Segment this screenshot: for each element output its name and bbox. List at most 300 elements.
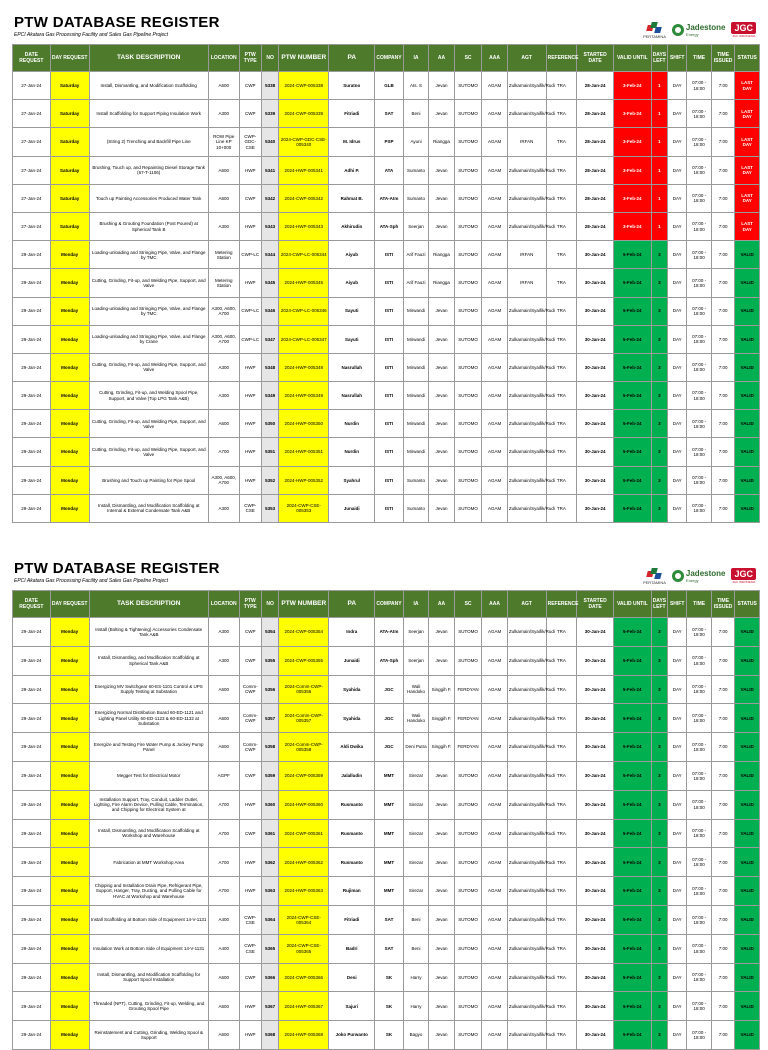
cell-ptw-type: CWP — [239, 184, 261, 212]
cell-ptw-type: CWP-LC — [239, 241, 261, 269]
cell-sc: SUTOMO — [454, 100, 482, 128]
cell-location: ROW Pipe Line KP 10+000 — [208, 128, 239, 156]
cell-company: SK — [375, 963, 404, 992]
cell-pa: Aldi Dwika — [329, 733, 375, 762]
cell-location: A300, A600, A700 — [208, 466, 239, 494]
cell-days-left: 3 — [651, 934, 667, 963]
cell-sc: SUTOMO — [454, 184, 482, 212]
cell-ptw-number: 2024-HWP-005343 — [279, 212, 329, 240]
cell-agt: Zulkarnain/Syaifik/Rudi — [507, 618, 546, 647]
cell-days-left: 1 — [651, 72, 667, 100]
cell-aa: Riangga — [429, 241, 455, 269]
cell-time-issued: 7:00 — [711, 848, 734, 877]
cell-location: A600 — [208, 1021, 239, 1050]
cell-shift: DAY — [668, 819, 687, 848]
cell-agt: Zulkarnain/Syaifik/Rudi — [507, 761, 546, 790]
cell-agt: Zulkarnain/Syaifik/Rudi — [507, 410, 546, 438]
cell-day-request: Monday — [50, 675, 89, 704]
cell-agt: Zulkarnain/Syaifik/Rudi — [507, 353, 546, 381]
table-row — [13, 790, 760, 819]
cell-time: 07:00 - 18:00 — [687, 704, 711, 733]
cell-agt: Zulkarnain/Syaifik/Rudi — [507, 790, 546, 819]
jgc-logo-text: JGC — [731, 22, 756, 34]
cell-ptw-number: 2024-HWP-005362 — [279, 848, 329, 877]
cell-days-left: 3 — [651, 877, 667, 906]
cell-aa: Jevan — [429, 992, 455, 1021]
cell-location: A300, A600, A700 — [208, 297, 239, 325]
cell-date-request: 29-Jan-24 — [13, 410, 51, 438]
cell-sc: SUTOMO — [454, 1021, 482, 1050]
cell-ptw-type: CWP-CSE — [239, 494, 261, 522]
cell-ptw-number: 2024-HWP-005352 — [279, 466, 329, 494]
cell-location: A600 — [208, 992, 239, 1021]
cell-sc: SUTOMO — [454, 963, 482, 992]
cell-location: A300, A600, A700 — [208, 325, 239, 353]
cell-reference: TRA — [546, 877, 577, 906]
project-subtitle: EPCI Akatara Gas Processing Facility and Sales Gas Pipeline Project — [14, 32, 169, 38]
cell-time: 07:00 - 18:00 — [687, 761, 711, 790]
cell-pa: Sayuti — [329, 297, 375, 325]
cell-task-description: Threaded (NPT), Cutting, Grinding, Fit-up, Welding, and Grouting Spool Pipe — [89, 992, 208, 1021]
cell-ia: Arif Fauzi — [403, 241, 429, 269]
cell-no: 5367 — [261, 992, 278, 1021]
cell-ia: Sirezar — [403, 761, 429, 790]
header-aa: AA — [429, 591, 455, 618]
cell-no: 5364 — [261, 905, 278, 934]
cell-day-request: Monday — [50, 646, 89, 675]
cell-reference: TRA — [546, 704, 577, 733]
cell-ia: Sumanto — [403, 466, 429, 494]
cell-company: GLB — [375, 72, 404, 100]
cell-ia: Mirwandi — [403, 353, 429, 381]
cell-ptw-number: 2024-HWP-005360 — [279, 790, 329, 819]
cell-task-description: Energizing MV Switchgear 60-ES-1101 Control & UPS Supply Testing at Substation — [89, 675, 208, 704]
cell-reference: TRA — [546, 353, 577, 381]
cell-no: 5368 — [261, 1021, 278, 1050]
jadestone-logo-text: Jadestone — [685, 568, 726, 578]
cell-shift: DAY — [668, 618, 687, 647]
cell-sc: SUTOMO — [454, 297, 482, 325]
cell-started-date: 30-Jan-24 — [577, 733, 614, 762]
cell-day-request: Monday — [50, 466, 89, 494]
cell-date-request: 29-Jan-24 — [13, 1021, 51, 1050]
cell-ia: Mirwandi — [403, 410, 429, 438]
cell-date-request: 27-Jan-24 — [13, 212, 51, 240]
cell-reference: TRA — [546, 1021, 577, 1050]
cell-sc: SUTOMO — [454, 269, 482, 297]
jadestone-logo — [672, 24, 726, 37]
cell-time: 07:00 - 18:00 — [687, 466, 711, 494]
cell-time-issued: 7:00 — [711, 128, 734, 156]
cell-status: VALID — [735, 733, 760, 762]
cell-shift: DAY — [668, 992, 687, 1021]
cell-shift: DAY — [668, 1021, 687, 1050]
cell-no: 5339 — [261, 100, 278, 128]
cell-aaa: AGAM — [482, 618, 508, 647]
cell-task-description: Chipping and Installation Drain Pipe, Refrigerant Pipe, Support, Hanger, Tray, Ducting, and Pulling Cable for HVAC at Workshop and Warehouse — [89, 877, 208, 906]
cell-shift: DAY — [668, 733, 687, 762]
cell-valid-until: 5-Feb-24 — [613, 466, 651, 494]
cell-time: 07:00 - 18:00 — [687, 905, 711, 934]
cell-ptw-number: 2024-CWP-CSE-005364 — [279, 905, 329, 934]
cell-day-request: Monday — [50, 819, 89, 848]
cell-ia: Beni — [403, 100, 429, 128]
table-row — [13, 646, 760, 675]
cell-pa: Rusmanto — [329, 819, 375, 848]
header-valid-until: VALID UNTIL — [613, 45, 651, 72]
table-row — [13, 410, 760, 438]
cell-time-issued: 7:00 — [711, 646, 734, 675]
cell-day-request: Monday — [50, 618, 89, 647]
cell-ptw-type: HWP — [239, 410, 261, 438]
cell-sc: SUTOMO — [454, 877, 482, 906]
cell-no: 5347 — [261, 325, 278, 353]
cell-shift: DAY — [668, 212, 687, 240]
page-title: PTW DATABASE REGISTER — [14, 560, 220, 577]
cell-pa: Indra — [329, 618, 375, 647]
cell-sc: SUTOMO — [454, 494, 482, 522]
cell-pa: Syahida — [329, 704, 375, 733]
cell-no: 5338 — [261, 72, 278, 100]
cell-started-date: 28-Jan-24 — [577, 128, 614, 156]
cell-aaa: AGAM — [482, 704, 508, 733]
table-row — [13, 100, 760, 128]
cell-sc: SUTOMO — [454, 934, 482, 963]
header-day-request: DAY REQUEST — [50, 45, 89, 72]
cell-ia: Mirwandi — [403, 382, 429, 410]
table-row — [13, 848, 760, 877]
cell-day-request: Monday — [50, 438, 89, 466]
cell-ia: Mirwandi — [403, 438, 429, 466]
table-row — [13, 761, 760, 790]
cell-status: VALID — [735, 382, 760, 410]
cell-ia: Beni — [403, 934, 429, 963]
cell-started-date: 30-Jan-24 — [577, 992, 614, 1021]
cell-started-date: 30-Jan-24 — [577, 934, 614, 963]
cell-time: 07:00 - 18:00 — [687, 934, 711, 963]
table-row — [13, 963, 760, 992]
cell-date-request: 27-Jan-24 — [13, 128, 51, 156]
cell-valid-until: 3-Feb-24 — [613, 128, 651, 156]
cell-time-issued: 7:00 — [711, 353, 734, 381]
cell-company: ISTI — [375, 410, 404, 438]
ptw-table-2 — [12, 590, 760, 1050]
cell-reference: TRA — [546, 848, 577, 877]
table-header-row — [13, 591, 760, 618]
cell-time: 07:00 - 18:00 — [687, 848, 711, 877]
cell-ptw-number: 2024-Comm-CWP-005357 — [279, 704, 329, 733]
cell-valid-until: 5-Feb-24 — [613, 819, 651, 848]
cell-ptw-number: 2024-Comm-CWP-005358 — [279, 733, 329, 762]
cell-location: A600 — [208, 184, 239, 212]
cell-sc: FERDYAN — [454, 675, 482, 704]
cell-valid-until: 5-Feb-24 — [613, 675, 651, 704]
cell-aaa: AGAM — [482, 494, 508, 522]
cell-ptw-type: CWP — [239, 100, 261, 128]
cell-shift: DAY — [668, 963, 687, 992]
cell-ptw-number: 2024-CWP-005338 — [279, 72, 329, 100]
cell-ptw-type: CWP-LC — [239, 297, 261, 325]
cell-valid-until: 3-Feb-24 — [613, 72, 651, 100]
cell-day-request: Monday — [50, 704, 89, 733]
table-row — [13, 905, 760, 934]
cell-location: A600 — [208, 72, 239, 100]
cell-aaa: AGAM — [482, 733, 508, 762]
cell-date-request: 29-Jan-24 — [13, 819, 51, 848]
cell-ptw-number: 2024-CWP-LC-005344 — [279, 241, 329, 269]
header-ia: IA — [403, 591, 429, 618]
cell-no: 5352 — [261, 466, 278, 494]
cell-agt: Zulkarnain/Syaifik/Rudi — [507, 905, 546, 934]
cell-task-description: Touch up Painting Accessories Produced Water Tank — [89, 184, 208, 212]
cell-status: VALID — [735, 761, 760, 790]
cell-location: A300 — [208, 353, 239, 381]
cell-ptw-number: 2024-HWP-005350 — [279, 410, 329, 438]
cell-time: 07:00 - 18:00 — [687, 184, 711, 212]
cell-sc: SUTOMO — [454, 438, 482, 466]
cell-reference: TRA — [546, 494, 577, 522]
cell-ptw-type: CWP — [239, 72, 261, 100]
cell-day-request: Monday — [50, 848, 89, 877]
cell-date-request: 29-Jan-24 — [13, 877, 51, 906]
header-location: LOCATION — [208, 45, 239, 72]
cell-aaa: AGAM — [482, 646, 508, 675]
cell-task-description: Brushing, Touch up, and Repainting Diesel Storage Tank (67-T-1106) — [89, 156, 208, 184]
cell-date-request: 27-Jan-24 — [13, 184, 51, 212]
cell-time-issued: 7:00 — [711, 72, 734, 100]
cell-company: ATA-Atm — [375, 618, 404, 647]
header-date-request: DATE REQUEST — [13, 45, 51, 72]
cell-days-left: 3 — [651, 382, 667, 410]
cell-reference: TRA — [546, 675, 577, 704]
table-body — [13, 618, 760, 1050]
cell-ptw-number: 2024-HWP-005349 — [279, 382, 329, 410]
cell-company: ISTI — [375, 382, 404, 410]
cell-location: A600 — [208, 675, 239, 704]
cell-time-issued: 7:00 — [711, 184, 734, 212]
cell-pa: Junaidi — [329, 646, 375, 675]
cell-location: A600 — [208, 410, 239, 438]
cell-started-date: 30-Jan-24 — [577, 963, 614, 992]
header-aaa: AAA — [482, 45, 508, 72]
cell-date-request: 29-Jan-24 — [13, 325, 51, 353]
cell-ptw-number: 2024-HWP-005345 — [279, 269, 329, 297]
cell-reference: TRA — [546, 963, 577, 992]
cell-shift: DAY — [668, 790, 687, 819]
cell-shift: DAY — [668, 184, 687, 212]
cell-agt: Zulkarnain/Syaifik/Rudi — [507, 992, 546, 1021]
cell-sc: SUTOMO — [454, 241, 482, 269]
cell-ptw-number: 2024-CWP-005339 — [279, 100, 329, 128]
cell-shift: DAY — [668, 72, 687, 100]
cell-agt: Zulkarnain/Syaifik/Rudi — [507, 877, 546, 906]
cell-date-request: 29-Jan-24 — [13, 297, 51, 325]
cell-day-request: Monday — [50, 905, 89, 934]
cell-agt: Zulkarnain/Syaifik/Rudi — [507, 819, 546, 848]
table-row — [13, 72, 760, 100]
cell-pa: Nasrullah — [329, 382, 375, 410]
cell-started-date: 30-Jan-24 — [577, 618, 614, 647]
cell-task-description: Energize and Testing Fire Water Pump & Jockey Pump Panel — [89, 733, 208, 762]
cell-ptw-type: HWP — [239, 269, 261, 297]
cell-ia: Harry — [403, 963, 429, 992]
cell-task-description: Insulation Work at Bottom Side of Equipment 14-V-1131 — [89, 934, 208, 963]
cell-sc: FERDYAN — [454, 733, 482, 762]
cell-location: A600 — [208, 963, 239, 992]
cell-aaa: AGAM — [482, 992, 508, 1021]
cell-days-left: 3 — [651, 761, 667, 790]
cell-days-left: 3 — [651, 494, 667, 522]
cell-aa: Jevan — [429, 646, 455, 675]
cell-no: 5354 — [261, 618, 278, 647]
cell-aa: Singgih F. — [429, 704, 455, 733]
cell-no: 5350 — [261, 410, 278, 438]
cell-time-issued: 7:00 — [711, 704, 734, 733]
cell-task-description: Loading-unloading and Stringing Pipe, Valve, and Flange by TMC — [89, 241, 208, 269]
cell-date-request: 29-Jan-24 — [13, 704, 51, 733]
cell-date-request: 27-Jan-24 — [13, 72, 51, 100]
cell-day-request: Monday — [50, 733, 89, 762]
cell-sc: SUTOMO — [454, 72, 482, 100]
cell-aaa: AGAM — [482, 438, 508, 466]
cell-sc: SUTOMO — [454, 156, 482, 184]
cell-shift: DAY — [668, 410, 687, 438]
cell-status: VALID — [735, 438, 760, 466]
header-day-request: DAY REQUEST — [50, 591, 89, 618]
cell-ia: Deni Putra — [403, 733, 429, 762]
ptw-table-1 — [12, 44, 760, 523]
cell-ia: Sirezar — [403, 848, 429, 877]
cell-company: MMT — [375, 790, 404, 819]
cell-company: ISTI — [375, 269, 404, 297]
cell-days-left: 3 — [651, 675, 667, 704]
cell-pa: Akhirudin — [329, 212, 375, 240]
cell-aaa: AGAM — [482, 184, 508, 212]
cell-days-left: 3 — [651, 819, 667, 848]
cell-reference: TRA — [546, 297, 577, 325]
cell-shift: DAY — [668, 156, 687, 184]
cell-company: ATA-Atm — [375, 184, 404, 212]
cell-no: 5355 — [261, 646, 278, 675]
page-title: PTW DATABASE REGISTER — [14, 14, 220, 31]
cell-agt: Zulkarnain/Syaifik/Rudi — [507, 100, 546, 128]
cell-days-left: 3 — [651, 297, 667, 325]
cell-reference: TRA — [546, 410, 577, 438]
table-row — [13, 184, 760, 212]
cell-ptw-type: HWP — [239, 466, 261, 494]
cell-ia: Sirezar — [403, 819, 429, 848]
cell-time-issued: 7:00 — [711, 963, 734, 992]
header-ptw-number: PTW NUMBER — [279, 45, 329, 72]
cell-no: 5361 — [261, 819, 278, 848]
cell-location: A400 — [208, 905, 239, 934]
cell-status: LAST DAY — [735, 184, 760, 212]
cell-ia: Harry — [403, 992, 429, 1021]
jadestone-logo-text: Jadestone — [685, 22, 726, 32]
cell-day-request: Saturday — [50, 212, 89, 240]
cell-agt: Zulkarnain/Syaifik/Rudi — [507, 1021, 546, 1050]
cell-shift: DAY — [668, 382, 687, 410]
cell-date-request: 29-Jan-24 — [13, 438, 51, 466]
cell-location: A400 — [208, 934, 239, 963]
table-row — [13, 733, 760, 762]
cell-reference: TRA — [546, 934, 577, 963]
cell-aa: Riangga — [429, 128, 455, 156]
cell-ptw-type: CWP — [239, 618, 261, 647]
cell-ptw-number: 2024-HWP-005368 — [279, 1021, 329, 1050]
cell-status: LAST DAY — [735, 72, 760, 100]
cell-ia: Seerjan — [403, 646, 429, 675]
cell-company: MMT — [375, 877, 404, 906]
cell-day-request: Saturday — [50, 128, 89, 156]
cell-ptw-type: CWP-CSE — [239, 905, 261, 934]
cell-company: ISTI — [375, 466, 404, 494]
cell-days-left: 3 — [651, 325, 667, 353]
cell-ptw-number: 2024-CWP-CSE-005365 — [279, 934, 329, 963]
cell-shift: DAY — [668, 269, 687, 297]
header-aa: AA — [429, 45, 455, 72]
pertamina-logo — [643, 22, 666, 39]
cell-ptw-type: Comm-CWP — [239, 704, 261, 733]
cell-ia: Wali Handoko — [403, 704, 429, 733]
cell-time: 07:00 - 18:00 — [687, 297, 711, 325]
jgc-logo — [731, 568, 756, 584]
cell-location: A300 — [208, 618, 239, 647]
cell-days-left: 3 — [651, 410, 667, 438]
header-pa: PA — [329, 45, 375, 72]
cell-location: A300 — [208, 646, 239, 675]
cell-ptw-type: Comm-CWP — [239, 675, 261, 704]
cell-valid-until: 5-Feb-24 — [613, 1021, 651, 1050]
cell-task-description: Brushing and Touch up Painting for Pipe Spool — [89, 466, 208, 494]
cell-pa: Aiyub — [329, 269, 375, 297]
cell-ptw-type: CWP-LC — [239, 325, 261, 353]
cell-time-issued: 7:00 — [711, 100, 734, 128]
cell-company: ATA-Sph — [375, 646, 404, 675]
cell-time-issued: 7:00 — [711, 212, 734, 240]
cell-time: 07:00 - 18:00 — [687, 438, 711, 466]
cell-reference: TRA — [546, 761, 577, 790]
header-task-description: TASK DESCRIPTION — [89, 45, 208, 72]
header-days-left: DAYS LEFT — [651, 45, 667, 72]
table-row — [13, 382, 760, 410]
cell-agt: Zulkarnain/Syaifik/Rudi — [507, 466, 546, 494]
table-row — [13, 212, 760, 240]
cell-ptw-number: 2024-CWP-005342 — [279, 184, 329, 212]
cell-aa: Jevan — [429, 353, 455, 381]
cell-shift: DAY — [668, 761, 687, 790]
cell-task-description: Loading-unloading and Stringing Pipe, Valve, and Flange by Crane — [89, 325, 208, 353]
cell-agt: Zulkarnain/Syaifik/Rudi — [507, 72, 546, 100]
cell-company: ISTI — [375, 241, 404, 269]
cell-reference: TRA — [546, 184, 577, 212]
cell-shift: DAY — [668, 128, 687, 156]
cell-company: PSP — [375, 128, 404, 156]
cell-started-date: 30-Jan-24 — [577, 494, 614, 522]
cell-ptw-type: CWP-CSE — [239, 934, 261, 963]
cell-ptw-type: HWP — [239, 848, 261, 877]
cell-days-left: 3 — [651, 992, 667, 1021]
header-status: STATUS — [735, 45, 760, 72]
cell-sc: SUTOMO — [454, 410, 482, 438]
cell-pa: Sajuri — [329, 992, 375, 1021]
cell-ptw-number: 2024-CWP-005359 — [279, 761, 329, 790]
cell-time: 07:00 - 18:00 — [687, 269, 711, 297]
cell-ptw-number: 2024-Comm-CWP-005356 — [279, 675, 329, 704]
cell-shift: DAY — [668, 494, 687, 522]
cell-days-left: 1 — [651, 128, 667, 156]
cell-shift: DAY — [668, 934, 687, 963]
